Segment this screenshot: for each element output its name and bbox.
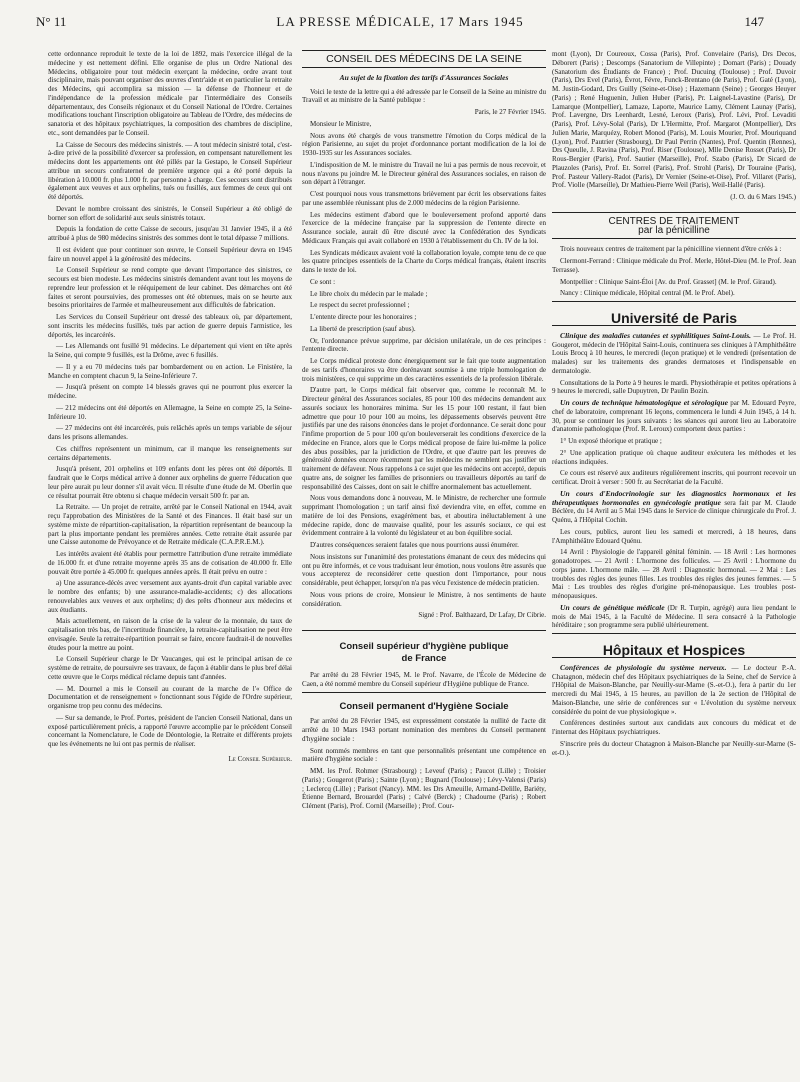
signature: Signé : Prof. Balthazard, Dr Lafay, Dr Cibrie. — [418, 611, 546, 620]
section-heading: CONSEIL DES MÉDECINS DE LA SEINE — [302, 50, 546, 68]
column-2 — [302, 50, 546, 814]
salutation: Monsieur le Ministre, — [310, 119, 372, 128]
paragraph: Les intérêts avaient été établis pour permettre l'attribution d'une retraite immédiate de 16.000 fr. et d'une retraite moyenne après 35 ans de cotisation de 40.000 fr. Elle pouvait être portée à 45.000 fr. quelques années après. Il était prévu en outre : — [48, 550, 292, 576]
item-heading: Un cours de technique hématologique et sérologique — [560, 398, 728, 407]
item-text: — Le docteur P.-A. Chatagnon, médecin chef des Hôpitaux psychiatriques de la Seine, chef de Service à l'Hôpital de Maison-Blanche, par Neuilly-sur-Marne (S.-et-O.), fera à partir du 1er mercredi du Mai 1945, à 15 heures, au pavillon de la 2e section de l'Hôpital de Maison-Blanche, une série de conférences sur « L'évolution du système nerveux considérée du point de vue physiologique ». — [552, 663, 796, 716]
paragraph: Les médecins estiment d'abord que le bouleversement profond apporté dans l'exercice de la médecine française par la suppression de l'entente directe en Assurance sociale, aurait dû être discuté avec la Confédération des Syndicats Médicaux Français qui avait collaboré en 1930 à l'établissement du Ch. IV de la loi. — [302, 210, 546, 245]
paragraph: 14 Avril : Physiologie de l'appareil génital féminin. — 18 Avril : Les hormones gonadotropes. — 21 Avril : L'hormone des follicules. — 25 Avril : L'hormone du corps jaune. L'hormone mâle. — 28 Avril : Diagnostic hormonal. — 2 Mai : Les troubles des règles des jeunes filles. Les troubles des règles des jeunes femmes. — 5 Mai : Les troubles des règles d'origine pré-ménopausique. Les troubles post-ménopausiques. — [552, 548, 796, 600]
list-item: Le respect du secret professionnel ; — [310, 301, 410, 310]
paragraph: — 27 médecins ont été incarcérés, puis relâchés après un temps variable de séjour dans les prisons allemandes. — [48, 424, 292, 441]
paragraph: Mais actuellement, en raison de la crise de la valeur de la monnaie, du taux de capitalisation très bas, de l'incertitude financière, la retraite-capitalisation ne peut être envisagée. Seule la retraite-répartition pourrait se faire, encore faudrait-il de nouvelles études pour la mettre au point. — [48, 617, 292, 652]
paragraph: La Retraite. — Un projet de retraite, arrêté par le Conseil National en 1944, avait reçu l'approbation des Ministères de la Santé et des Finances. Il était basé sur un système mixte de répartition-capitalisation, la répartition représentant de beaucoup la part la plus importante pendant les premières années. Cette retraite était assurée par une Caisse autonome de Prévoyance et de Retraite médicale (C.A.P.R.E.M.). — [48, 503, 292, 547]
paragraph: C'est pourquoi nous vous transmettons brièvement par écrit les observations faites par une assemblée réunissant plus de 2.000 médecins de la région Parisienne. — [302, 190, 546, 207]
paragraph: Les Syndicats médicaux avaient voté la collaboration loyale, compte tenu de ce que les quatre principes essentiels de la Charte du Corps médical français, étaient inscrits dans le texte de loi. — [302, 248, 546, 274]
list-item: La liberté de prescription (sauf abus). — [310, 324, 416, 333]
paragraph: 2° Une application pratique où chaque auditeur exécutera les méthodes et les réactions indiquées. — [552, 448, 796, 466]
item-text: sera fait par M. Claude Béclère, du 14 Avril au 5 Mai 1945 dans le Service de clinique chirurgicale du Prof. J. Quénu, à l'Hôpital Cochin. — [552, 498, 796, 524]
paragraph: Nancy : Clinique médicale, Hôpital central (M. le Prof. Abel). — [560, 289, 735, 298]
paragraph: — M. Dournel a mis le Conseil au courant de la marche de l'« Office de Documentation et de renseignement » fonctionnant sous l'égide de l'Ordre supérieur, organisme trop peu connu des médecins. — [48, 684, 292, 710]
paragraph: Le Corps médical proteste donc énergiquement sur le fait que toute augmentation de ses tarifs d'honoraires va être dorénavant soumise à une triple homologation de trois ministères, ce qui supprime un des caractères essentiels de la profession libérale. — [302, 357, 546, 383]
paragraph — [552, 332, 796, 376]
paragraph: mont (Lyon), Dr Coureoux, Cossa (Paris), Prof. Convelaire (Paris), Drs Decos, Déborert (Paris) ; Descomps (Sanatorium de Villepinte) ; Domart (Paris) ; Douady (Sanatorium des Étudiants de France) ; Prof. Ducuing (Toulouse) ; Prof. Duvoir (Paris), Drs Evel (Paris), Évrot, Févre, Funck-Brentano (de Paris), Prof. Gaté (Lyon), M. Justin-Godard, Drs Guilly (Seine-et-Oise) ; Hazemann (Seine) ; Georges Heuyer (Paris) ; René Huguenin, Julien Huber (Paris), Pr. Laignel-Lavastine (Paris), Dr Lamarque (Montpellier), Lamaze, Laporte, Maurice Lamy, Clément Launay (Paris), Prof. Lavergne, Drs Leenhardt, Lesné, Leroux (Paris), Prof. Lévi, Prof. Levaditi (Paris), Prof. Lévy-Solal (Paris), Dr L'Hermitte, Prof. Margarot (Montpellier), Drs Julien Marie, Marquézy, Robert Monod (Paris), M. Louis Mourier, Prof. Mouriquand (Lyon), Prof. Pautrier (Strasbourg), Dr Paul Perrin (Nantes), Prof. Quentin (Rennes), Drs Queulle, J. Ravina (Paris), Prof. Riser (Toulouse), Mlle Denise Rosset (Paris), Dr Rous-Bergier (Paris), Prof. Sautier (Marseille), Prof. Szabo (Paris), Dr Sicard de Plauzoles (Paris), Prof. Et. Sorrel (Paris), Prof. Strohl (Paris), Dr Touraine (Paris), Prof. Pasteur Vallery-Radot (Paris), Dr Vernier (Seine-et-Oise), Prof. Villaret (Paris), Prof. Violle (Marseille), Dr Mathieu-Pierre Weil (Paris), Weil-Hallé (Paris). — [552, 50, 796, 190]
paragraph: L'indisposition de M. le ministre du Travail ne lui a pas permis de nous recevoir, et nous n'avons pu joindre M. le Directeur général des Assurances sociales, en raison de son départ à l'étranger. — [302, 160, 546, 187]
section-title-line: CENTRES DE TRAITEMENT — [608, 215, 740, 227]
paragraph: Par arrêté du 28 Février 1945, M. le Prof. Navarre, de l'École de Médecine de Caen, a été nommé membre du Conseil supérieur d'Hygiène publique de France. — [302, 671, 546, 688]
divider — [552, 633, 796, 634]
section-title-line: de France — [401, 653, 447, 664]
section-heading-penicilline — [552, 212, 796, 240]
section-title-hopitaux: Hôpitaux et Hospices — [602, 642, 746, 658]
paragraph: Les Services du Conseil Supérieur ont dressé des tableaux où, par département, sont inscrits les médecins fusillés, tués par action de guerre depuis l'armistice, les déportés, les incarcérés. — [48, 313, 292, 339]
list-item: Le libre choix du médecin par le malade ; — [310, 289, 428, 298]
paragraph: Montpellier : Clinique Saint-Éloi [Av. du Prof. Grasset] (M. le Prof. Giraud). — [560, 277, 777, 286]
paragraph — [552, 490, 796, 525]
paragraph: 1° Un exposé théorique et pratique ; — [560, 437, 662, 445]
item-heading: Un cours de génétique médicale — [560, 602, 665, 612]
paragraph: Clermont-Ferrand : Clinique médicale du Prof. Merle, Hôtel-Dieu (M. le Prof. Jean Terrasse). — [552, 257, 796, 274]
paragraph: Trois nouveaux centres de traitement par la pénicilline viennent d'être créés à : — [560, 245, 782, 254]
divider — [552, 301, 796, 302]
paragraph: Nous vous demandons donc à nouveau, M. le Ministre, de rechercher une formule supprimant l'homologation ; un tarif ainsi fixé deviendra vite, en effet, comme en matière de loi des Pensions, exagérément bas, et aboutira inéluctablement à une médecine rapide, donc de mauvaise qualité, pour les assurés sociaux, ce qui est évidemment contraire à la volonté du législateur et au bon équilibre social. — [302, 494, 546, 538]
paragraph: — Jusqu'à présent on compte 14 blessés graves qui ne pourront plus exercer la médecine. — [48, 383, 292, 400]
column-1 — [48, 50, 292, 770]
paragraph: Sont nommés membres en tant que personnalités présentant une compétence en matière d'hygiène sociale : — [302, 746, 546, 764]
subheading: Au sujet de la fixation des tarifs d'Assurances Sociales — [339, 72, 509, 82]
paragraph: a) Une assurance-décès avec versement aux ayants-droit d'un capital variable avec le nombre des enfants; b) une assurance-maladie-accidents; c) des allocations renouvelables aux veuves et aux orphelins; d) des prêts d'honneur aux médecins et aux étudiants. — [48, 579, 292, 614]
paragraph: Ce cours est réservé aux auditeurs régulièrement inscrits, qui pourront recevoir un certificat. Droit à verser : 500 fr. au Secrétariat de la Faculté. — [552, 469, 796, 486]
paragraph: Nous avons été chargés de vous transmettre l'émotion du Corps médical de la région Parisienne, au sujet du projet d'ordonnance portant modification de la loi de 1930-1935 sur les Assurances sociales. — [302, 131, 546, 157]
paragraph: Consultations de la Porte à 9 heures le mardi. Physiothérapie et petites opérations à 9 heures le mercredi, salle Dupuytren, Dr Paulin Bozin. — [552, 378, 796, 396]
paragraph: Nous vous prions de croire, Monsieur le Ministre, à nos sentiments de haute considération. — [302, 590, 546, 608]
paragraph: Voici le texte de la lettre qui a été adressée par le Conseil de la Seine au ministre du Travail et au ministre de la Santé publique : — [302, 87, 546, 105]
section-title-universite: Université de Paris — [610, 310, 738, 326]
divider — [302, 630, 546, 631]
paragraph: — Sur sa demande, le Prof. Portes, président de l'ancien Conseil National, dans un exposé particulièrement précis, a rapporté l'œuvre accomplie par le précédent Conseil concernant la Nomenclature, le Code de Déontologie, la Retraite et différents projets que les événements ne lui ont pas permis de réaliser. — [48, 713, 292, 748]
paragraph: — Il y a eu 70 médecins tués par bombardement ou en action. Le Finistère, la Manche en comptent chacun 9, la Seine-Inférieure 7. — [48, 362, 292, 380]
item-text: (Dr R. Turpin, agrégé) aura lieu pendant le mois de Mai 1945, à la Faculté de Médecine. Il sera consacré à la Pathologie héréditaire ; son programme sera publié ultérieurement. — [552, 603, 796, 630]
paragraph: D'autre part, le Corps médical fait observer que, comme le reconnaît M. le Directeur général des Assurances sociales, 85 pour 100 des médecins demandent aux assurés sociaux les honoraires minima. Sur les 15 pour 100 restant, il faut bien admettre que pour 10 pour 100 au moins, les dépassements observés peuvent être justifiés par une des raisons énoncées dans le projet d'ordonnance. Ce serait donc pour l'infime proportion de 5 pour 100 qu'on bouleverserait les conditions d'exercice de la médecine en France, alors que le Corps médical propose de faire lui-même la police des abus possibles, par la juridiction de l'Ordre, et que d'autre part les preuves de générosité données encore récemment par les médecins ne semblent pas justifier un traitement de défaveur. Nous rappelons à ce sujet que les médecins ont accepté, depuis quatre ans, de soigner les familles de prisonniers ou travailleurs déportés au tarif de responsabilité des Caisses, dont on sait le chiffre anormalement bas actuellement. — [302, 386, 547, 491]
item-heading: Un cours d'Endocrinologie sur les diagnostics hormonaux et les thérapeutiques hormonales en gynécologie pratique — [552, 488, 796, 507]
running-head — [36, 14, 764, 34]
paragraph: cette ordonnance reproduit le texte de la loi de 1892, mais l'exercice illégal de la médecine y est nettement défini. Elle organise de plus un Ordre National des Médecins, obligatoire pour tout médecin exerçant la médecine, ordre avant tout disciplinaire, mais pouvant organiser des œuvres d'entr'aide et en particulier la retraite des Médecins, qui accomplira sa mission — la défense de l'honneur et de l'indépendance de la profession médicale par l'intermédiaire des Conseils départementaux, des Conseils régionaux et du Conseil National de l'Ordre. Certaines modifications touchant l'inscription obligatoire au Tableau de l'Ordre, des médecins de sanatoria et des hôpitaux psychiatriques, la composition des chambres de discipline, etc., sont demandées par le Conseil. — [48, 50, 292, 137]
paragraph: Jusqu'à présent, 201 orphelins et 109 enfants dont les pères ont été déportés. Il faudrait que le Corps médical arrive à donner aux orphelins de guerre l'éducation que leur père aurait pu leur donner s'il avait vécu. Il résulte d'une étude de M. Oberlin que ce résultat pourrait être obtenu si chaque médecin versait 500 fr. par an. — [48, 465, 292, 500]
paragraph: Conférences destinées surtout aux candidats aux concours du médicat et de l'internat des Hôpitaux psychiatriques. — [552, 719, 796, 736]
list-item: L'entente directe pour les honoraires ; — [310, 313, 417, 321]
paragraph: Devant le nombre croissant des sinistrés, le Conseil Supérieur a été obligé de borner son effort de solidarité aux seuls sinistrés totaux. — [48, 204, 292, 222]
section-title-hygiene — [302, 641, 546, 665]
journal-title: LA PRESSE MÉDICALE, 17 Mars 1945 — [276, 14, 524, 29]
section-title-line: Conseil supérieur d'hygiène publique — [339, 641, 509, 652]
paragraph: D'autres conséquences seraient fatales que nous pourrions aussi énumérer. — [310, 541, 519, 549]
paragraph: Il est évident que pour continuer son œuvre, le Conseil Supérieur devra en 1945 faire un nouvel appel à la générosité des médecins. — [48, 245, 292, 263]
paragraph — [552, 604, 796, 630]
paragraph: Ces chiffres représentent un minimum, car il manque les renseignements sur certains départements. — [48, 444, 292, 462]
paragraph: La Caisse de Secours des médecins sinistrés. — A tout médecin sinistré total, c'est-à-dire privé de la possibilité d'exercer sa profession, en compensant naturellement les médecins dont les appartements ont été pillés par la Gestapo, le Conseil Supérieur attribue un secours confraternel de première urgence qui a été porté depuis la libération à 10.000 fr. plus 1.000 fr. par personne à charge. Ces secours sont distribués également aux veuves et aux orphelins, tués ou fusillés, aux femmes de ceux qui ont été déportés. — [48, 140, 292, 201]
paragraph: — Les Allemands ont fusillé 91 médecins. Le département qui vient en tête après la Seine, qui compte 9 fusillés, est la Drôme, avec 6 fusillés. — [48, 342, 292, 359]
source-note: (J. O. du 6 Mars 1945.) — [730, 193, 796, 201]
item-text: par M. Edouard Peyre, chef de laboratoire, comprenant 16 leçons, commencera le lundi 4 Juin 1945, à 14 h. 30, pour se continuer les jours suivants : les séances qui auront lieu au Laboratoire d'anatomie pathologique (Prof. R. Leroux) comportent deux parties : — [552, 399, 796, 434]
paragraph — [552, 399, 796, 434]
issue-number: N° 11 — [36, 14, 67, 29]
paragraph: Les cours, publics, auront lieu les samedi et mercredi, à 18 heures, dans l'Amphithéâtre Edouard Quénu. — [552, 527, 796, 545]
section-title-line: par la pénicilline — [638, 224, 710, 236]
item-heading: Conférences de physiologie du système nerveux. — [560, 662, 727, 672]
paragraph: Le Conseil Supérieur charge le Dr Vaucanges, qui est le principal artisan de ce système de retraite, de poursuivre ses travaux, de façon à établir dans le plus bref délai cette œuvre que le Corps médical réclame depuis tant d'années. — [48, 655, 293, 681]
paragraph: Par arrêté du 28 Février 1945, est expressément constatée la nullité de l'acte dit arrêté du 10 Mars 1943 portant nomination des membres du Conseil permanent d'hygiène sociale : — [302, 717, 546, 743]
divider — [302, 692, 546, 693]
paragraph: Le Conseil Supérieur se rend compte que devant l'importance des sinistres, ce secours est bien modeste. Les médecins sinistrés demandent avant tout les moyens de reprendre leur profession et le rééquipement de leur cabinet. Des démarches ont été faites et seront poursuivies, des promesses ont été obtenues, mais on se heurte aux besoins prioritaires de l'armée et malheureusement aux difficultés de fabrication. — [48, 266, 292, 310]
item-heading: Clinique des maladies cutanées et syphilitiques Saint-Louis. — [560, 330, 752, 340]
paragraph — [552, 664, 796, 717]
paragraph: MM. les Prof. Rohmer (Strasbourg) ; Leveuf (Paris) ; Paucot (Lille) ; Troisier (Paris) ; Gougerot (Paris) ; Sainte (Lyon) ; Bugnard (Toulouse) ; Lévy-Valensi (Paris) ; Leclercq (Lille) ; Parisot (Nancy). MM. les Drs Ameuille, Armand-Delille, Bariéty, Étienne Bernard, Brouardel (Paris) ; Calvé (Berck) ; Chadourne (Paris) ; Robert Clément (Paris), Prof. Cornil (Marseille) ; Prof. Cour- — [302, 767, 546, 810]
list-intro: Ce sont : — [310, 277, 336, 286]
section-title-hygiene-sociale: Conseil permanent d'Hygiène Sociale — [339, 700, 509, 712]
paragraph: S'inscrire près du docteur Chatagnon à Maison-Blanche par Neuilly-sur-Marne (S-et-O.). — [552, 739, 796, 757]
column-3 — [552, 50, 796, 760]
item-text: — Le Prof. H. Gougerot, médecin de l'Hôpital Saint-Louis, continuera ses cliniques à l'Amphithéâtre Louis Brocq à 10 heures, le mercredi (leçon pratique) et le vendredi (présentation de malades) sur les traitements des grandes dermatoses et l'indispensable en dermatologie. — [552, 331, 796, 375]
signature: Le Conseil Supérieur. — [228, 754, 292, 763]
paragraph: — 212 médecins ont été déportés en Allemagne, la Seine en compte 25, la Seine-Inférieure 10. — [48, 403, 292, 421]
paragraph: Nous insistons sur l'unanimité des protestations émanant de ceux des médecins qui ont pu être informés, et ce vous traduisant leur émotion, nous voulons être assurés que vous accepterez de reconsidérer cette question dont l'importance, pour nous considérable, peut échapper, lorsqu'on n'a pas vécu l'existence de médecin praticien. — [302, 552, 546, 587]
paragraph: Depuis la fondation de cette Caisse de secours, jusqu'au 31 Janvier 1945, il a été attribué à plus de 980 médecins sinistrés des sommes dont le total dépasse 7 millions. — [48, 225, 292, 242]
page-number: 147 — [744, 14, 764, 29]
dateline: Paris, le 27 Février 1945. — [474, 108, 546, 116]
paragraph: Or, l'ordonnance prévue supprime, par décision unilatérale, un de ces principes : l'entente directe. — [302, 336, 546, 354]
